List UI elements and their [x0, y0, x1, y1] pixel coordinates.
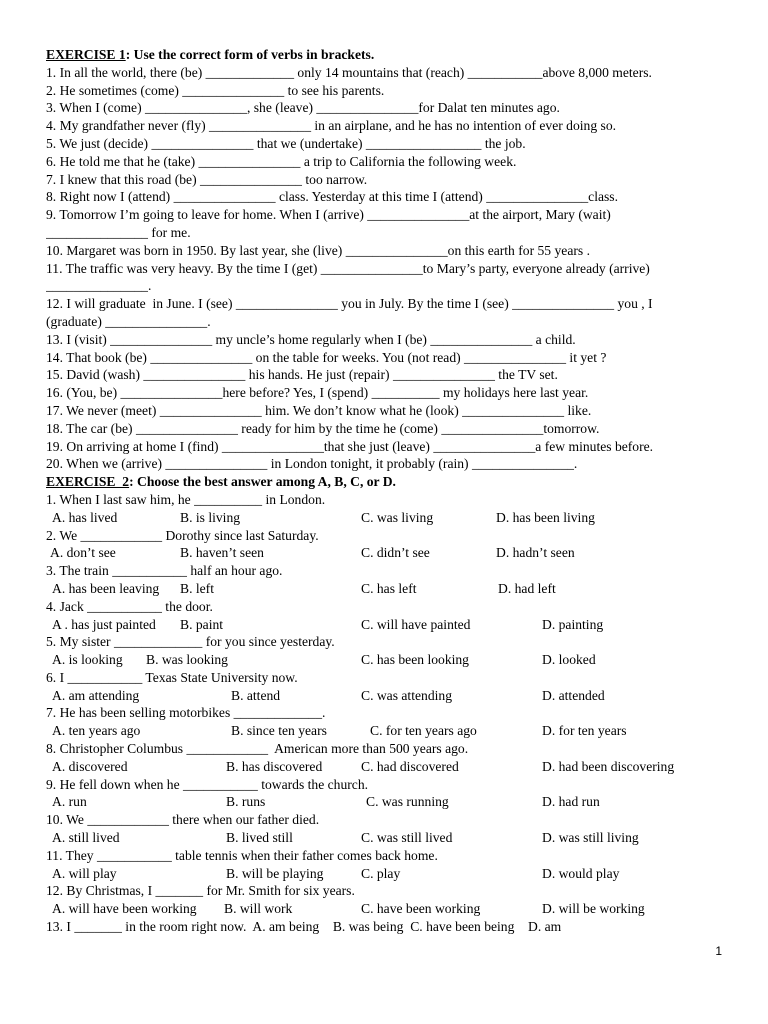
exercise1-line: 19. On arriving at home I (find) _______________that she just (leave) _______________a few minutes before. [46, 438, 654, 454]
option-a[interactable]: A. has been leaving [52, 580, 160, 596]
exercise1-line: 20. When we (arrive) _______________ in London tonight, it probably (rain) _______________. [46, 456, 578, 472]
option-a[interactable]: A. ten years ago [52, 723, 141, 739]
question-stem: 6. I ___________ Texas State University now. [46, 669, 298, 685]
answer-options [46, 687, 726, 705]
option-d[interactable]: D. was still living [542, 830, 639, 846]
option-c[interactable]: C. has left [361, 580, 417, 596]
option-b[interactable]: B. will work [224, 901, 293, 917]
page-number: 1 [715, 944, 722, 958]
exercise1-line: 4. My grandfather never (fly) _______________ in an airplane, and he has no intention of ever doing so. [46, 118, 617, 134]
exercise1-heading [46, 46, 726, 64]
exercise1-line: _______________ for me. [46, 224, 191, 240]
exercise1-line: 11. The traffic was very heavy. By the time I (get) _______________to Mary’s party, everyone already (arrive) [46, 260, 650, 276]
exercise1-line: 5. We just (decide) _______________ that we (undertake) _________________ the job. [46, 135, 526, 151]
answer-options [46, 722, 726, 740]
exercise1-line: 12. I will graduate in June. I (see) _______________ you in July. By the time I (see) _______________ you , I [46, 296, 653, 312]
option-c[interactable]: C. for ten years ago [370, 723, 477, 739]
answer-options [46, 793, 726, 811]
option-c[interactable]: C. had discovered [361, 758, 459, 774]
exercise1-line: (graduate) _______________. [46, 313, 211, 329]
option-b[interactable]: B. has discovered [226, 758, 323, 774]
option-d[interactable]: D. had left [498, 580, 556, 596]
exercise1-line: 8. Right now I (attend) _______________ class. Yesterday at this time I (attend) _______________class. [46, 189, 618, 205]
answer-options [46, 829, 726, 847]
exercise2-question-13: 13. I _______ in the room right now. A. am being B. was being C. have been being D. am [46, 919, 562, 935]
answer-options [46, 544, 726, 562]
option-b[interactable]: B. left [180, 580, 214, 596]
option-c[interactable]: C. didn’t see [361, 545, 430, 561]
exercise2-label: EXERCISE 2 [46, 474, 130, 490]
question-stem: 5. My sister _____________ for you since yesterday. [46, 634, 335, 650]
option-b[interactable]: B. lived still [226, 830, 293, 846]
exercise1-line: 15. David (wash) _______________ his hands. He just (repair) _______________ the TV set. [46, 367, 558, 383]
exercise1-line: 9. Tomorrow I’m going to leave for home. When I (arrive) _______________at the airport, Mary (wait) [46, 207, 611, 223]
exercise1-line: 18. The car (be) _______________ ready for him by the time he (come) _______________tomorrow. [46, 420, 600, 436]
question-stem: 10. We ____________ there when our father died. [46, 812, 320, 828]
question-stem: 9. He fell down when he ___________ towards the church. [46, 776, 369, 792]
option-c[interactable]: C. will have painted [361, 616, 471, 632]
question-stem: 12. By Christmas, I _______ for Mr. Smith for six years. [46, 883, 355, 899]
option-d[interactable]: D. had run [542, 794, 600, 810]
option-a[interactable]: A. still lived [52, 830, 120, 846]
exercise1-line: _______________. [46, 278, 152, 294]
exercise1-line: 2. He sometimes (come) _______________ to see his parents. [46, 82, 385, 98]
option-d[interactable]: D. attended [542, 687, 605, 703]
option-d[interactable]: D. will be working [542, 901, 645, 917]
question-stem: 11. They ___________ table tennis when their father comes back home. [46, 847, 438, 863]
exercise1-line: 7. I knew that this road (be) _______________ too narrow. [46, 171, 368, 187]
question-stem: 8. Christopher Columbus ____________ American more than 500 years ago. [46, 741, 469, 757]
option-c[interactable]: C. was running [366, 794, 449, 810]
option-d[interactable]: D. for ten years [542, 723, 627, 739]
answer-options [46, 580, 726, 598]
option-a[interactable]: A. discovered [52, 758, 128, 774]
option-b[interactable]: B. attend [231, 687, 281, 703]
exercise1-line: 17. We never (meet) _______________ him. We don’t know what he (look) _______________ like. [46, 402, 592, 418]
exercise2-questions [46, 491, 726, 918]
question-stem: 7. He has been selling motorbikes _____________. [46, 705, 326, 721]
exercise1-lines [46, 64, 726, 473]
answer-options [46, 651, 726, 669]
question-stem: 1. When I last saw him, he __________ in London. [46, 491, 326, 507]
option-d[interactable]: D. hadn’t seen [496, 545, 575, 561]
question-stem: 3. The train ___________ half an hour ago. [46, 563, 283, 579]
option-b[interactable]: B. runs [226, 794, 266, 810]
worksheet-page [46, 46, 726, 936]
exercise2-instruction: : Choose the best answer among A, B, C, or D. [129, 474, 396, 490]
exercise1-line: 16. (You, be) _______________here before? Yes, I (spend) __________ my holidays here last year. [46, 385, 589, 401]
option-a[interactable]: A. is looking [52, 652, 123, 668]
exercise1-line: 1. In all the world, there (be) _____________ only 14 mountains that (reach) ___________above 8,000 meters. [46, 64, 652, 80]
option-c[interactable]: C. was still lived [361, 830, 453, 846]
answer-options [46, 509, 726, 527]
answer-options [46, 616, 726, 634]
question-stem: 2. We ____________ Dorothy since last Saturday. [46, 527, 319, 543]
option-a[interactable]: A. has lived [52, 509, 118, 525]
option-b[interactable]: B. haven’t seen [180, 545, 264, 561]
option-d[interactable]: D. had been discovering [542, 758, 675, 774]
option-a[interactable]: A . has just painted [52, 616, 156, 632]
answer-options [46, 900, 726, 918]
option-d[interactable]: D. painting [542, 616, 604, 632]
exercise1-line: 3. When I (come) _______________, she (leave) _______________for Dalat ten minutes ago. [46, 100, 560, 116]
option-c[interactable]: C. play [361, 865, 401, 881]
exercise1-instruction: : Use the correct form of verbs in brackets. [125, 47, 375, 62]
exercise1-line: 13. I (visit) _______________ my uncle’s home regularly when I (be) _______________ a child. [46, 331, 576, 347]
option-d[interactable]: D. looked [542, 652, 596, 668]
option-b[interactable]: B. was looking [146, 652, 228, 668]
answer-options [46, 758, 726, 776]
exercise1-line: 10. Margaret was born in 1950. By last year, she (live) _______________on this earth for 55 years . [46, 242, 590, 258]
option-d[interactable]: D. would play [542, 865, 620, 881]
option-b[interactable]: B. is living [180, 509, 241, 525]
exercise2-heading [46, 473, 726, 491]
option-b[interactable]: B. paint [180, 616, 224, 632]
option-a[interactable]: A. will play [52, 865, 117, 881]
exercise1-line: 6. He told me that he (take) _______________ a trip to California the following week. [46, 153, 517, 169]
option-a[interactable]: A. run [52, 794, 87, 810]
option-a[interactable]: A. will have been working [52, 901, 197, 917]
option-c[interactable]: C. has been looking [361, 652, 469, 668]
answer-options [46, 865, 726, 883]
option-b[interactable]: B. since ten years [231, 723, 327, 739]
option-a[interactable]: A. don’t see [50, 545, 116, 561]
option-c[interactable]: C. have been working [361, 901, 481, 917]
option-d[interactable]: D. has been living [496, 509, 595, 525]
question-stem: 4. Jack ___________ the door. [46, 598, 213, 614]
exercise1-label: EXERCISE 1 [46, 47, 126, 62]
option-c[interactable]: C. was living [361, 509, 434, 525]
option-a[interactable]: A. am attending [52, 687, 140, 703]
option-c[interactable]: C. was attending [361, 687, 452, 703]
option-b[interactable]: B. will be playing [226, 865, 324, 881]
exercise1-line: 14. That book (be) _______________ on the table for weeks. You (not read) _______________ it yet ? [46, 349, 607, 365]
